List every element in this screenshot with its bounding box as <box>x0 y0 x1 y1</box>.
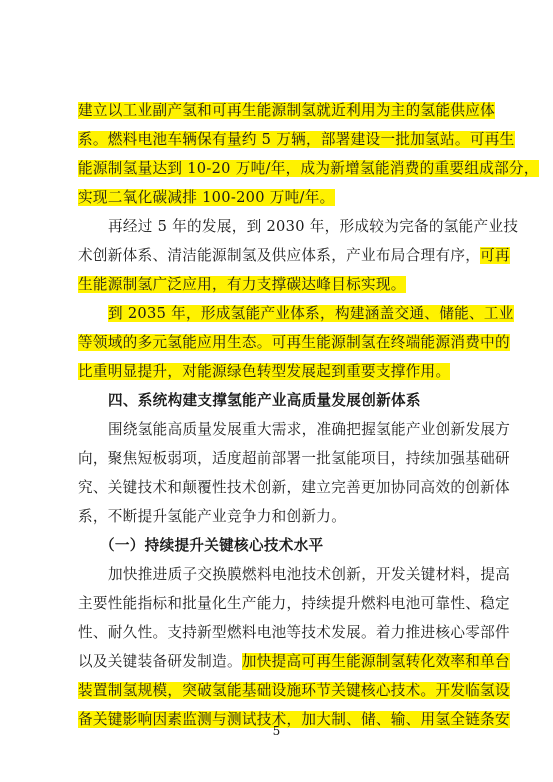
highlighted-text: 可再 <box>480 247 510 264</box>
highlighted-text: 生能源制氢广泛应用，有力支撑碳达峰目标实现。 <box>78 276 406 293</box>
text-segment: 围绕氢能高质量发展重大需求，准确把握氢能产业创新发展方 <box>108 421 511 438</box>
highlighted-text: 实现二氧化碳减排 100-200 万吨/年。 <box>78 189 335 206</box>
text-line <box>78 647 510 676</box>
text-line <box>78 241 510 270</box>
text-segment: 以及关键装备研发制造。 <box>78 653 242 670</box>
highlighted-text: 能源制氢量达到 10-20 万吨/年，成为新增氢能消费的重要组成部分， <box>78 160 539 177</box>
text-line <box>78 212 519 241</box>
text-line <box>78 154 539 183</box>
document-body <box>78 96 539 734</box>
text-line <box>78 270 478 299</box>
highlighted-text: 等领域的多元氢能应用生态。可再生能源制氢在终端能源消费中的 <box>78 334 510 351</box>
text-segment: 主要性能指标和批量化生产能力，持续提升燃料电池可靠性、稳定 <box>78 595 510 612</box>
highlighted-text: 比重明显提升，对能源绿色转型发展起到重要支撑作用。 <box>78 363 451 380</box>
highlighted-text: 开发临氢设 <box>435 682 510 699</box>
text-line <box>78 357 478 386</box>
highlighted-text: 系。燃料电池车辆保有量约 5 万辆，部署建设一批加氢站。 <box>78 131 470 148</box>
text-segment: 术创新体系、清洁能源制氢及供应体系，产业布局合理有序， <box>78 247 481 264</box>
text-line <box>78 328 510 357</box>
highlighted-text: 备关键影响因素监测与测试技术，加大制、储、输、用氢全链条安 <box>78 711 510 728</box>
highlighted-text: 加快提高可再生能源制氢转化效率和单台 <box>241 653 510 670</box>
text-segment: 加快推进质子交换膜燃料电池技术创新，开发关键材料，提高 <box>108 566 511 583</box>
section-heading <box>78 386 478 415</box>
subsection-heading <box>78 531 478 560</box>
text-line <box>78 125 515 154</box>
text-segment: 究、关键技术和颠覆性技术创新，建立完善更加协同高效的创新体 <box>78 479 510 496</box>
text-segment: 性、耐久性。支持新型燃料电池等技术发展。着力推进核心零部件 <box>78 624 510 641</box>
page-number: 5 <box>272 724 281 738</box>
text-segment: 系，不断提升氢能产业竞争力和创新力。 <box>78 508 347 525</box>
text-line <box>78 183 478 212</box>
text-segment: 四、系统构建支撑氢能产业高质量发展创新体系 <box>108 392 421 409</box>
text-line <box>78 502 478 531</box>
text-line <box>78 444 510 473</box>
highlighted-text: 可再生 <box>469 131 515 148</box>
text-line <box>78 589 510 618</box>
text-segment: （一）持续提升关键核心技术水平 <box>100 537 324 554</box>
highlighted-text: 装置制氢规模，突破氢能基础设施环节关键核心技术。 <box>78 682 436 699</box>
text-line <box>78 560 511 589</box>
highlighted-text: 建立以工业副产氢和可再生能源制氢就近利用为主的氢能供应体 <box>78 102 496 119</box>
text-line <box>78 299 514 328</box>
highlighted-text: 到 2035 年，形成氢能产业体系，构建涵盖交通、储能、工业 <box>108 305 514 322</box>
text-line <box>78 415 511 444</box>
text-line <box>78 96 496 125</box>
text-line <box>78 473 510 502</box>
text-segment: 再经过 5 年的发展，到 2030 年，形成较为完备的氢能产业技 <box>108 218 519 235</box>
text-line <box>78 676 510 705</box>
text-segment: 向，聚焦短板弱项，适度超前部署一批氢能项目，持续加强基础研 <box>78 450 510 467</box>
text-line <box>78 618 510 647</box>
